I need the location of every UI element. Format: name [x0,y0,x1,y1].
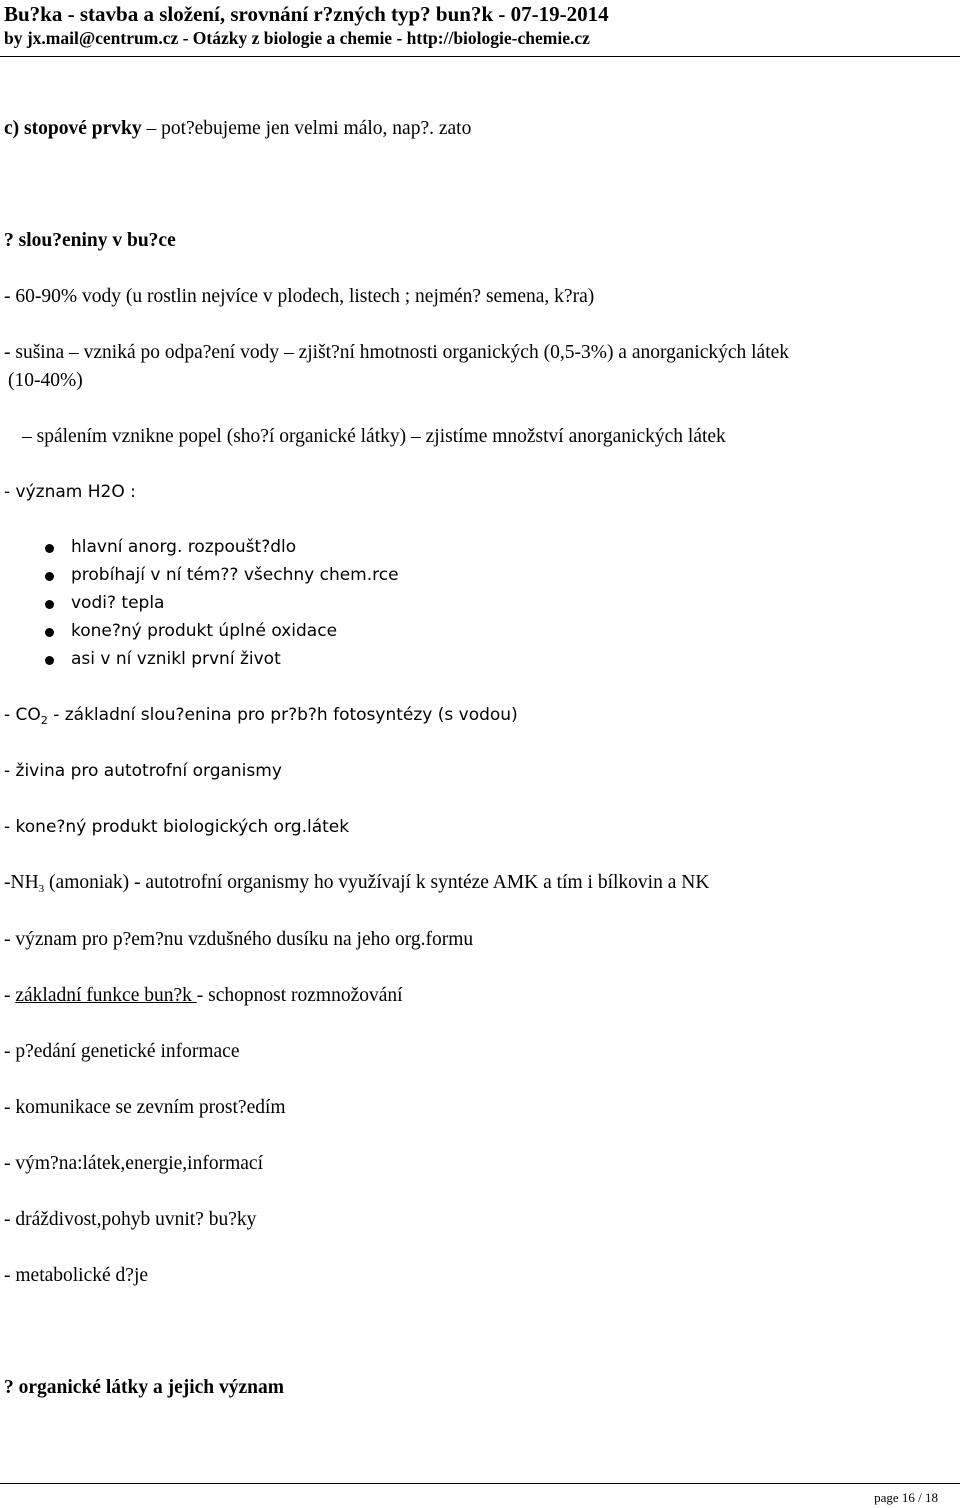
co2-subscript: 2 [40,714,48,727]
document-byline: by jx.mail@centrum.cz - Otázky z biologie a chemie - http://biologie-chemie.cz [4,28,590,48]
function-line: - komunikace se zevním prost?edím [4,1097,286,1118]
co2-line [4,705,518,725]
list-item-text: probíhají v ní tém?? všechny chem.rce [71,565,399,585]
list-item-text: asi v ní vznikl první život [71,649,281,669]
nh3-subscript: 3 [38,883,45,895]
function-line: - vým?na:látek,energie,informací [4,1153,263,1174]
list-item-text: kone?ný produkt úplné oxidace [71,621,338,641]
bullet-icon [45,544,54,553]
co2-prefix: - CO [4,705,41,725]
nh3-text: (amoniak) - autotrofní organismy ho využívají k syntéze AMK a tím i bílkovin a NK [44,872,710,893]
cell-functions-line [4,985,403,1007]
nh3-importance-line: - význam pro p?em?nu vzdušného dusíku na jeho org.formu [4,929,474,950]
cell-functions-label: základní funkce bun?k [15,985,197,1006]
organic-heading: ? organické látky a jejich význam [4,1377,285,1398]
co2-product-line: - kone?ný produkt biologických org.látek [4,817,350,837]
dry-matter-line-cont: (10-40%) [8,370,83,391]
nh3-prefix: -NH [4,872,39,893]
list-item-text: vodi? tepla [71,593,165,613]
trace-elements-line [4,118,471,140]
water-line: - 60-90% vody (u rostlin nejvíce v plodech, listech ; nejmén? semena, k?ra) [4,286,595,307]
bullet-icon [45,628,54,637]
trace-elements-label: c) stopové prvky [4,118,142,139]
trace-elements-text: – pot?ebujeme jen velmi málo, nap?. zato [141,118,472,139]
h2o-heading: - význam H2O : [4,482,136,502]
page-number: page 16 / 18 [874,1490,938,1505]
co2-text: - základní slou?enina pro pr?b?h fotosyntézy (s vodou) [47,705,518,725]
bullet-icon [45,656,54,665]
nh3-line [4,872,709,894]
function-line: - metabolické d?je [4,1265,149,1286]
co2-nutrient-line: - živina pro autotrofní organismy [4,761,282,781]
cell-functions-dash: - [4,985,16,1006]
function-line: - dráždivost,pohyb uvnit? bu?ky [4,1209,257,1230]
bullet-icon [45,600,54,609]
dry-matter-line: - sušina – vzniká po odpa?ení vody – zjišt?ní hmotnosti organických (0,5-3%) a anorganických látek [4,342,790,363]
compounds-heading: ? slou?eniny v bu?ce [4,230,176,251]
bullet-icon [45,572,54,581]
ash-line: – spálením vznikne popel (sho?í organické látky) – zjistíme množství anorganických látek [22,426,726,447]
list-item-text: hlavní anorg. rozpoušt?dlo [71,537,297,557]
document-title: Bu?ka - stavba a složení, srovnání r?zných typ? bun?k - 07-19-2014 [4,2,609,26]
header-divider [0,56,960,57]
cell-functions-text: - schopnost rozmnožování [196,985,403,1006]
function-line: - p?edání genetické informace [4,1041,240,1062]
footer-divider [0,1483,960,1484]
